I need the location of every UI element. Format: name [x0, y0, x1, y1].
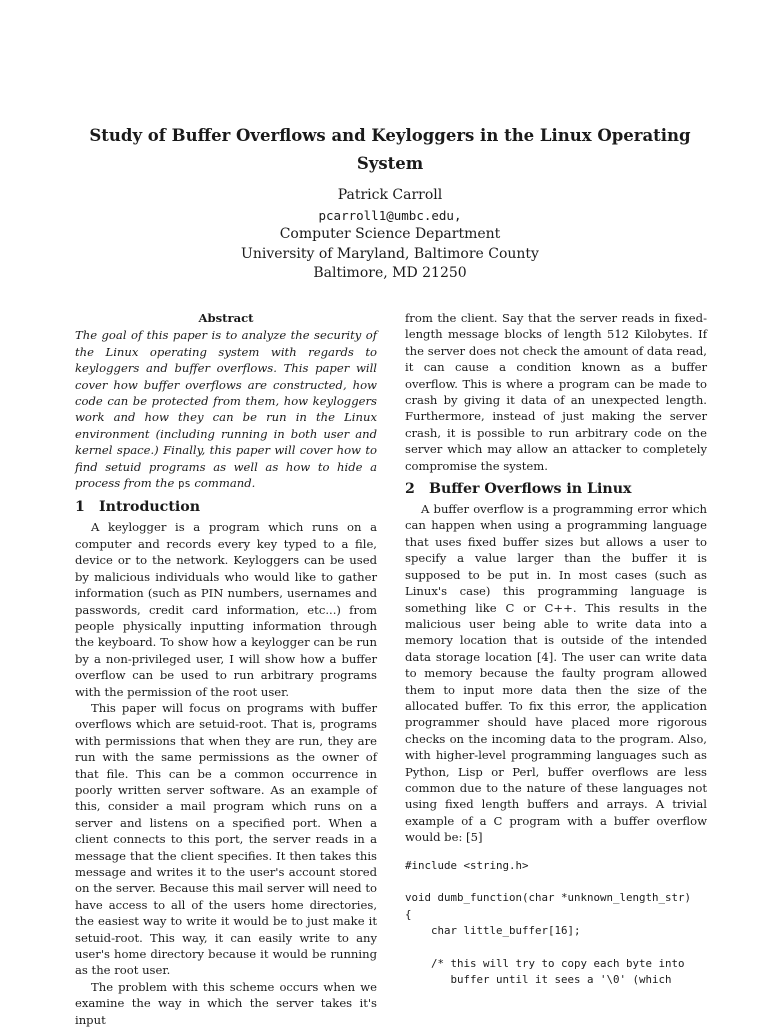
- intro-paragraph-1: A keylogger is a program which runs on a computer and records every key typed to a file, device or to the network. Keyloggers can be used by malicious individuals who would like to gather information (such as PIN numbers, usernames and passwords, credit card information, etc...) from people physically inputting information through the keyboard. To show how a keylogger can be run by a non-privileged user, I will show how a buffer overflow can be used to run arbitrary programs with the permission of the root user.: [75, 520, 377, 699]
- abstract-command: ps: [178, 478, 191, 491]
- buffer-overflow-paragraph: A buffer overflow is a programming error which can happen when using a programming language that uses fixed buffer sizes but allows a user to specify a value larger than the buffer it is supposed to be put in. In most cases (such as Linux's case) this programming language is something like C or C++. This results in the malicious user being able to write data into a memory location that is outside of the intended data storage location [4]. The user can write data to memory because the faulty program allowed them to input more data then the size of the allocated buffer. To fix this error, the application programmer should have placed more rigorous checks on the incoming data to the program. Also, with higher-level programming languages such as Python, Lisp or Perl, buffer overflows are less common due to the nature of these languages not using fixed length buffers and arrays. A trivial example of a C program with a buffer overflow would be: [5]: [405, 502, 707, 845]
- abstract-text-part1: The goal of this paper is to analyze the security of the Linux operating system with regards to keyloggers and buffer overflows. This paper will cover how buffer overflows are constructed, how code can be protected from them, how keyloggers work and how they can be run in the Linux environment (including running in both user and kernel space.) Finally, this paper will cover how to find setuid programs as well as how to hide a process from the: [75, 328, 377, 491]
- author-block: [170, 186, 610, 284]
- intro-paragraph-2: This paper will focus on programs with buffer overflows which are setuid-root. That is, programs with permissions that when they are run, they are run with the same permissions as the owner of that file. This can be a common occurrence in poorly written server software. As an example of this, consider a mail program which runs on a server and listens on a specified port. When a client connects to this port, the server reads in a message that the client specifies. It then takes this message and writes it to the user's account stored on the server. Because this mail server will need to have access to all of the users home directories, the easiest way to write it would be to just make it setuid-root. This way, it can easily write to any user's home directory because it would be running as the root user.: [75, 700, 377, 978]
- section-2-heading: [405, 480, 707, 498]
- author-department: Computer Science Department: [279, 226, 501, 242]
- abstract-text: [75, 327, 377, 492]
- paper-title: Study of Buffer Overflows and Keyloggers in the Linux Operating System: [89, 126, 691, 173]
- left-column: [75, 310, 377, 1028]
- intro-paragraph-3-continued: from the client. Say that the server reads in fixed-length message blocks of length 512 Kilobytes. If the server does not check the amount of data read, it can cause a condition known as a buffer overflow. This is where a program can be made to crash by giving it data of an unexpected length. Furthermore, instead of just making the server crash, it is possible to run arbitrary code on the server which may allow an attacker to completely compromise the system.: [405, 311, 707, 473]
- author-location: Baltimore, MD 21250: [313, 265, 467, 281]
- section-1-number: 1: [75, 499, 85, 516]
- section-1-title: Introduction: [99, 499, 201, 516]
- author-email: pcarroll1@umbc.edu,: [318, 207, 462, 223]
- section-2-number: 2: [405, 481, 415, 498]
- abstract-heading: Abstract: [198, 311, 254, 325]
- abstract-text-part2: command.: [190, 476, 256, 491]
- section-1-heading: [75, 498, 377, 516]
- author-university: University of Maryland, Baltimore County: [241, 245, 539, 262]
- right-column: [405, 310, 707, 989]
- author-name: Patrick Carroll: [337, 187, 443, 203]
- intro-paragraph-3: The problem with this scheme occurs when we examine the way in which the server takes it's input: [75, 979, 377, 1027]
- code-listing: #include <string.h> void dumb_function(char *unknown_length_str) { char little_buffer[16]; /* this will try to copy each byte into buffer until it sees a '\0' (which: [405, 858, 692, 987]
- section-2-title: Buffer Overflows in Linux: [429, 481, 632, 498]
